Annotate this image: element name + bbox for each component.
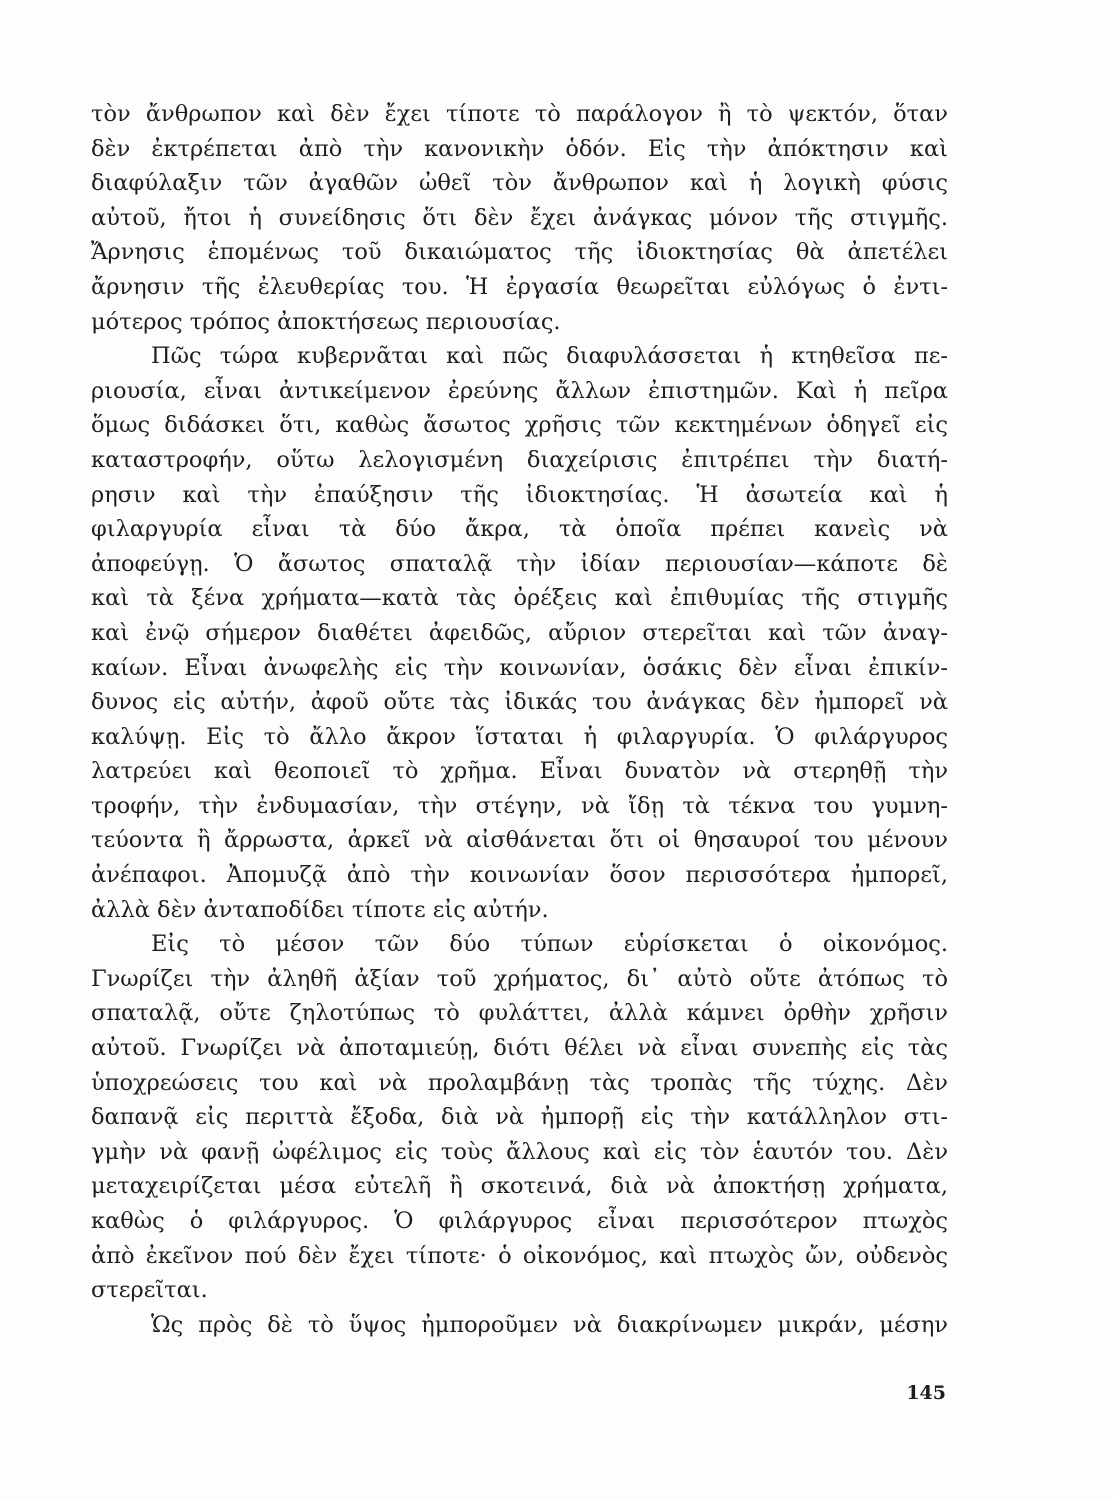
text-line: φιλαργυρία εἶναι τὰ δύο ἄκρα, τὰ ὁποῖα πρέπει κανεὶς νὰ: [91, 516, 948, 543]
text-line: Πῶς τώρα κυβερνᾶται καὶ πῶς διαφυλάσσεται ἡ κτηθεῖσα πε-: [151, 343, 948, 370]
text-line: Γνωρίζει τὴν ἀληθῆ ἀξίαν τοῦ χρήματος, δι᾽ αὐτὸ οὔτε ἀτόπως τὸ: [91, 965, 948, 992]
text-line: δαπανᾷ εἰς περιττὰ ἔξοδα, διὰ νὰ ἠμπορῇ εἰς τὴν κατάλληλον στι-: [91, 1104, 948, 1131]
text-line: καταστροφήν, οὕτω λελογισμένη διαχείρισις ἐπιτρέπει τὴν διατή-: [91, 446, 948, 473]
text-line: καὶ τὰ ξένα χρήματα—κατὰ τὰς ὀρέξεις καὶ ἐπιθυμίας τῆς στιγμῆς: [91, 585, 948, 612]
text-line: Εἰς τὸ μέσον τῶν δύο τύπων εὑρίσκεται ὁ οἰκονόμος.: [151, 931, 948, 958]
text-line: καλύψῃ. Εἰς τὸ ἄλλο ἄκρον ἵσταται ἡ φιλαργυρία. Ὁ φιλάργυρος: [91, 723, 948, 750]
text-line: τεύοντα ἢ ἄρρωστα, ἀρκεῖ νὰ αἰσθάνεται ὅτι οἱ θησαυροί του μένουν: [91, 827, 948, 854]
text-line: διαφύλαξιν τῶν ἀγαθῶν ὠθεῖ τὸν ἄνθρωπον καὶ ἡ λογικὴ φύσις: [91, 170, 948, 197]
text-line: Ἄρνησις ἑπομένως τοῦ δικαιώματος τῆς ἰδιοκτησίας θὰ ἀπετέλει: [91, 239, 948, 266]
body-text: [91, 97, 948, 1342]
text-line: αὐτοῦ, ἤτοι ἡ συνείδησις ὅτι δὲν ἔχει ἀνάγκας μόνον τῆς στιγμῆς.: [91, 204, 948, 231]
text-line: τροφήν, τὴν ἐνδυμασίαν, τὴν στέγην, νὰ ἴδῃ τὰ τέκνα του γυμνη-: [91, 792, 948, 819]
text-line: καὶ ἐνῷ σήμερον διαθέτει ἀφειδῶς, αὔριον στερεῖται καὶ τῶν ἀναγ-: [91, 619, 948, 646]
text-line: καθὼς ὁ φιλάργυρος. Ὁ φιλάργυρος εἶναι περισσότερον πτωχὸς: [91, 1208, 948, 1234]
text-line: στερεῖται.: [91, 1277, 208, 1304]
text-line: καίων. Εἶναι ἀνωφελὴς εἰς τὴν κοινωνίαν, ὁσάκις δὲν εἶναι ἐπικίν-: [91, 654, 948, 681]
text-line: ἀπὸ ἐκεῖνον πού δὲν ἔχει τίποτε· ὁ οἰκονόμος, καὶ πτωχὸς ὤν, οὐδενὸς: [91, 1242, 948, 1269]
text-line: Ὡς πρὸς δὲ τὸ ὕψος ἠμποροῦμεν νὰ διακρίνωμεν μικράν, μέσην: [151, 1311, 948, 1338]
text-line: σπαταλᾷ, οὔτε ζηλοτύπως τὸ φυλάττει, ἀλλὰ κάμνει ὀρθὴν χρῆσιν: [91, 1000, 948, 1027]
text-line: δὲν ἐκτρέπεται ἀπὸ τὴν κανονικὴν ὁδόν. Εἰς τὴν ἀπόκτησιν καὶ: [91, 135, 948, 162]
text-line: ρησιν καὶ τὴν ἐπαύξησιν τῆς ἰδιοκτησίας. Ἡ ἀσωτεία καὶ ἡ: [91, 481, 948, 508]
text-line: αὐτοῦ. Γνωρίζει νὰ ἀποταμιεύῃ, διότι θέλει νὰ εἶναι συνεπὴς εἰς τὰς: [91, 1035, 948, 1062]
text-line: ἀλλὰ δὲν ἀνταποδίδει τίποτε εἰς αὐτήν.: [91, 896, 549, 923]
text-line: μότερος τρόπος ἀποκτήσεως περιουσίας.: [91, 308, 561, 335]
text-line: μεταχειρίζεται μέσα εὐτελῆ ἢ σκοτεινά, διὰ νὰ ἀποκτήσῃ χρήματα,: [91, 1173, 948, 1200]
text-line: δυνος εἰς αὐτήν, ἀφοῦ οὔτε τὰς ἰδικάς του ἀνάγκας δὲν ἠμπορεῖ νὰ: [91, 689, 948, 716]
text-line: ἀποφεύγῃ. Ὁ ἄσωτος σπαταλᾷ τὴν ἰδίαν περιουσίαν—κάποτε δὲ: [91, 550, 948, 577]
text-line: γμὴν νὰ φανῇ ὠφέλιμος εἰς τοὺς ἄλλους καὶ εἰς τὸν ἑαυτόν του. Δὲν: [91, 1138, 948, 1165]
text-line: ὑποχρεώσεις του καὶ νὰ προλαμβάνῃ τὰς τροπὰς τῆς τύχης. Δὲν: [91, 1069, 948, 1096]
text-line: ριουσία, εἶναι ἀντικείμενον ἐρεύνης ἄλλων ἐπιστημῶν. Καὶ ἡ πεῖρα: [91, 377, 948, 404]
text-line: ἄρνησιν τῆς ἐλευθερίας του. Ἡ ἐργασία θεωρεῖται εὐλόγως ὁ ἐντι-: [91, 273, 948, 300]
text-line: ὅμως διδάσκει ὅτι, καθὼς ἄσωτος χρῆσις τῶν κεκτημένων ὁδηγεῖ εἰς: [91, 412, 948, 439]
page-number: 145: [906, 1382, 946, 1404]
text-line: λατρεύει καὶ θεοποιεῖ τὸ χρῆμα. Εἶναι δυνατὸν νὰ στερηθῇ τὴν: [91, 758, 948, 785]
text-line: τὸν ἄνθρωπον καὶ δὲν ἔχει τίποτε τὸ παράλογον ἢ τὸ ψεκτόν, ὅταν: [91, 101, 948, 127]
text-line: ἀνέπαφοι. Ἀπομυζᾷ ἀπὸ τὴν κοινωνίαν ὅσον περισσότερα ἠμπορεῖ,: [91, 862, 948, 889]
